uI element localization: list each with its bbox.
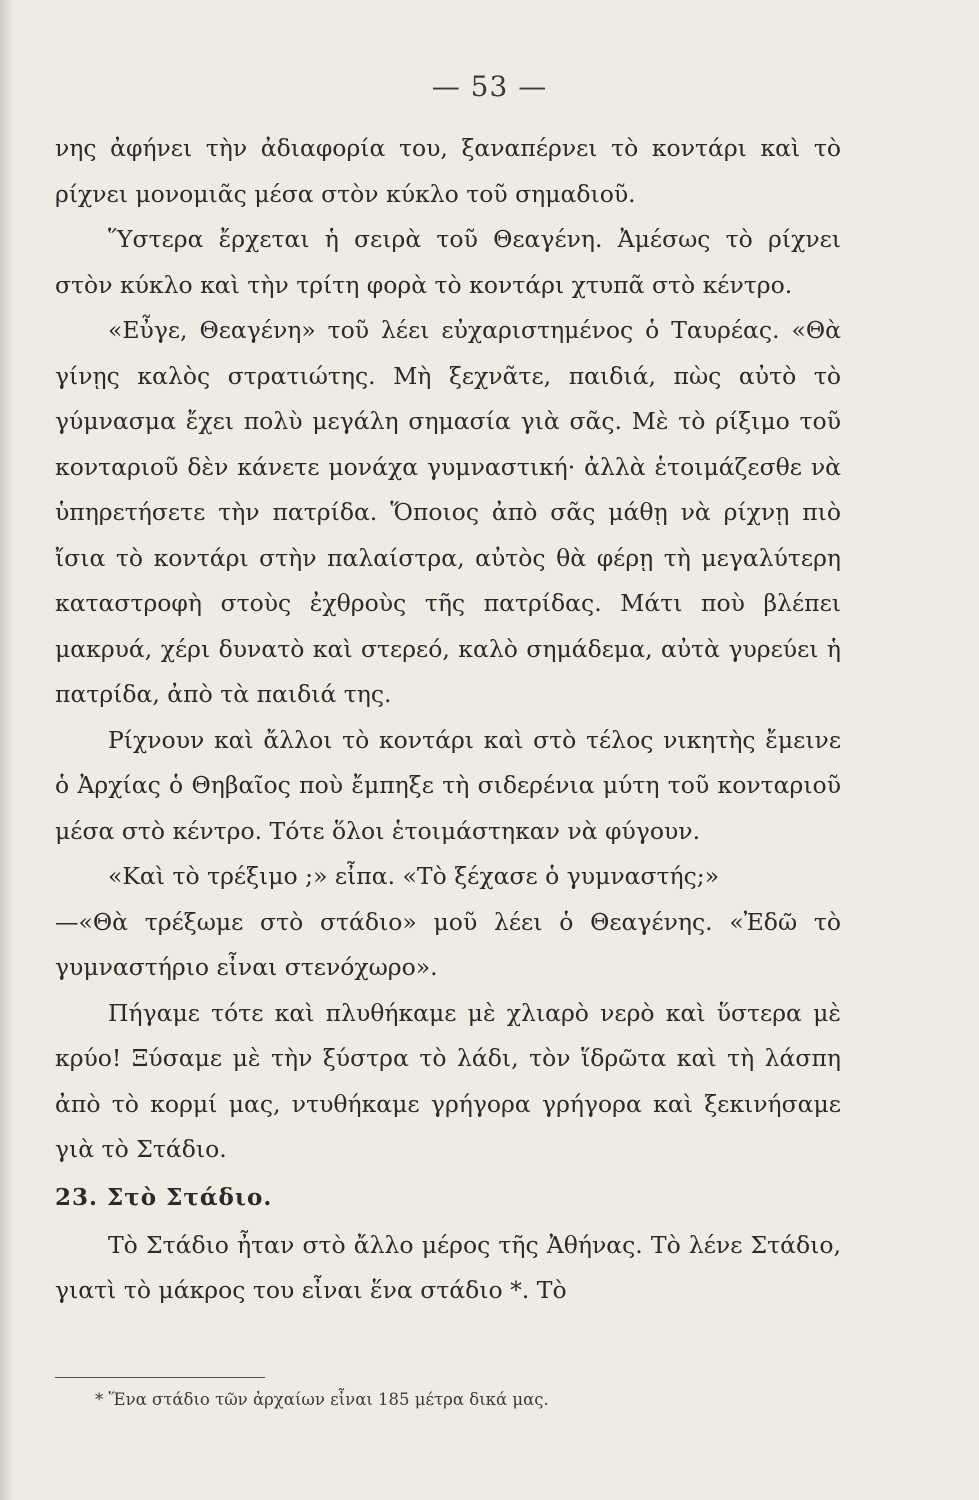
paragraph: Ρίχνουν καὶ ἄλλοι τὸ κοντάρι καὶ στὸ τέλος νικητὴς ἔμεινε ὁ Ἀρχίας ὁ Θηβαῖος ποὺ ἔμπηξε τὴ σιδερένια μύτη τοῦ κονταριοῦ μέσα στὸ κέντρο. Τότε ὅλοι ἑτοιμάστηκαν νὰ φύγουν. — [55, 725, 841, 845]
page-number: — 53 — — [431, 70, 548, 103]
section-heading: 23. Στὸ Στάδιο. — [55, 1183, 273, 1211]
paragraph: νης ἀφήνει τὴν ἀδιαφορία του, ξαναπέρνει τὸ κοντάρι καὶ τὸ ρίχνει μονομιᾶς μέσα στὸν κύκλο τοῦ σημαδιοῦ. — [55, 134, 841, 208]
paragraph: Πήγαμε τότε καὶ πλυθήκαμε μὲ χλιαρὸ νερὸ καὶ ὕστερα μὲ κρύο! Ξύσαμε μὲ τὴν ξύστρα τὸ λάδι, τὸν ἵδρῶτα καὶ τὴ λάσπη ἀπὸ τὸ κορμί μας, ντυθήκαμε γρήγορα γρήγορα καὶ ξεκινήσαμε γιὰ τὸ Στάδιο. — [55, 998, 841, 1163]
footnote-divider — [55, 1377, 265, 1378]
page-edge — [0, 0, 14, 1500]
paragraph: Τὸ Στάδιο ἦταν στὸ ἄλλο μέρος τῆς Ἀθήνας. Τὸ λένε Στάδιο, γιατὶ τὸ μάκρος του εἶναι ἕνα στάδιο *. Τὸ — [55, 1230, 841, 1304]
paragraph: Ὕστερα ἔρχεται ἡ σειρὰ τοῦ Θεαγένη. Ἀμέσως τὸ ρίχνει στὸν κύκλο καὶ τὴν τρίτη φορὰ τὸ κοντάρι χτυπᾶ στὸ κέντρο. — [55, 225, 841, 299]
paragraph: «Καὶ τὸ τρέξιμο ;» εἶπα. «Τὸ ξέχασε ὁ γυμναστής;» — [108, 862, 720, 890]
paragraph: «Εὖγε, Θεαγένη» τοῦ λέει εὐχαριστημένος ὁ Ταυρέας. «Θὰ γίνῃς καλὸς στρατιώτης. Μὴ ξεχνᾶτε, παιδιά, πὼς αὐτὸ τὸ γύμνασμα ἔχει πολὺ μεγάλη σημασία γιὰ σᾶς. Μὲ τὸ ρίξιμο τοῦ κονταριοῦ δὲν κάνετε μονάχα γυμναστική· ἀλλὰ ἑτοιμάζεσθε νὰ ὑπηρετήσετε τὴν πατρίδα. Ὅποιος ἀπὸ σᾶς μάθῃ νὰ ρίχνῃ πιὸ ἴσια τὸ κοντάρι στὴν παλαίστρα, αὐτὸς θὰ φέρῃ τὴ μεγαλύτερη καταστροφὴ στοὺς ἐχθροὺς τῆς πατρίδας. Μάτι ποὺ βλέπει μακρυά, χέρι δυνατὸ καὶ στερεό, καλὸ σημάδεμα, αὐτὰ γυρεύει ἡ πατρίδα, ἀπὸ τὰ παιδιά της. — [55, 316, 841, 708]
footnote: * Ἕνα στάδιο τῶν ἀρχαίων εἶναι 185 μέτρα δικά μας. — [95, 1390, 549, 1409]
page-body — [55, 126, 841, 1314]
paragraph: —«Θὰ τρέξωμε στὸ στάδιο» μοῦ λέει ὁ Θεαγένης. «Ἐδῶ τὸ γυμναστήριο εἶναι στενόχωρο». — [55, 907, 841, 981]
